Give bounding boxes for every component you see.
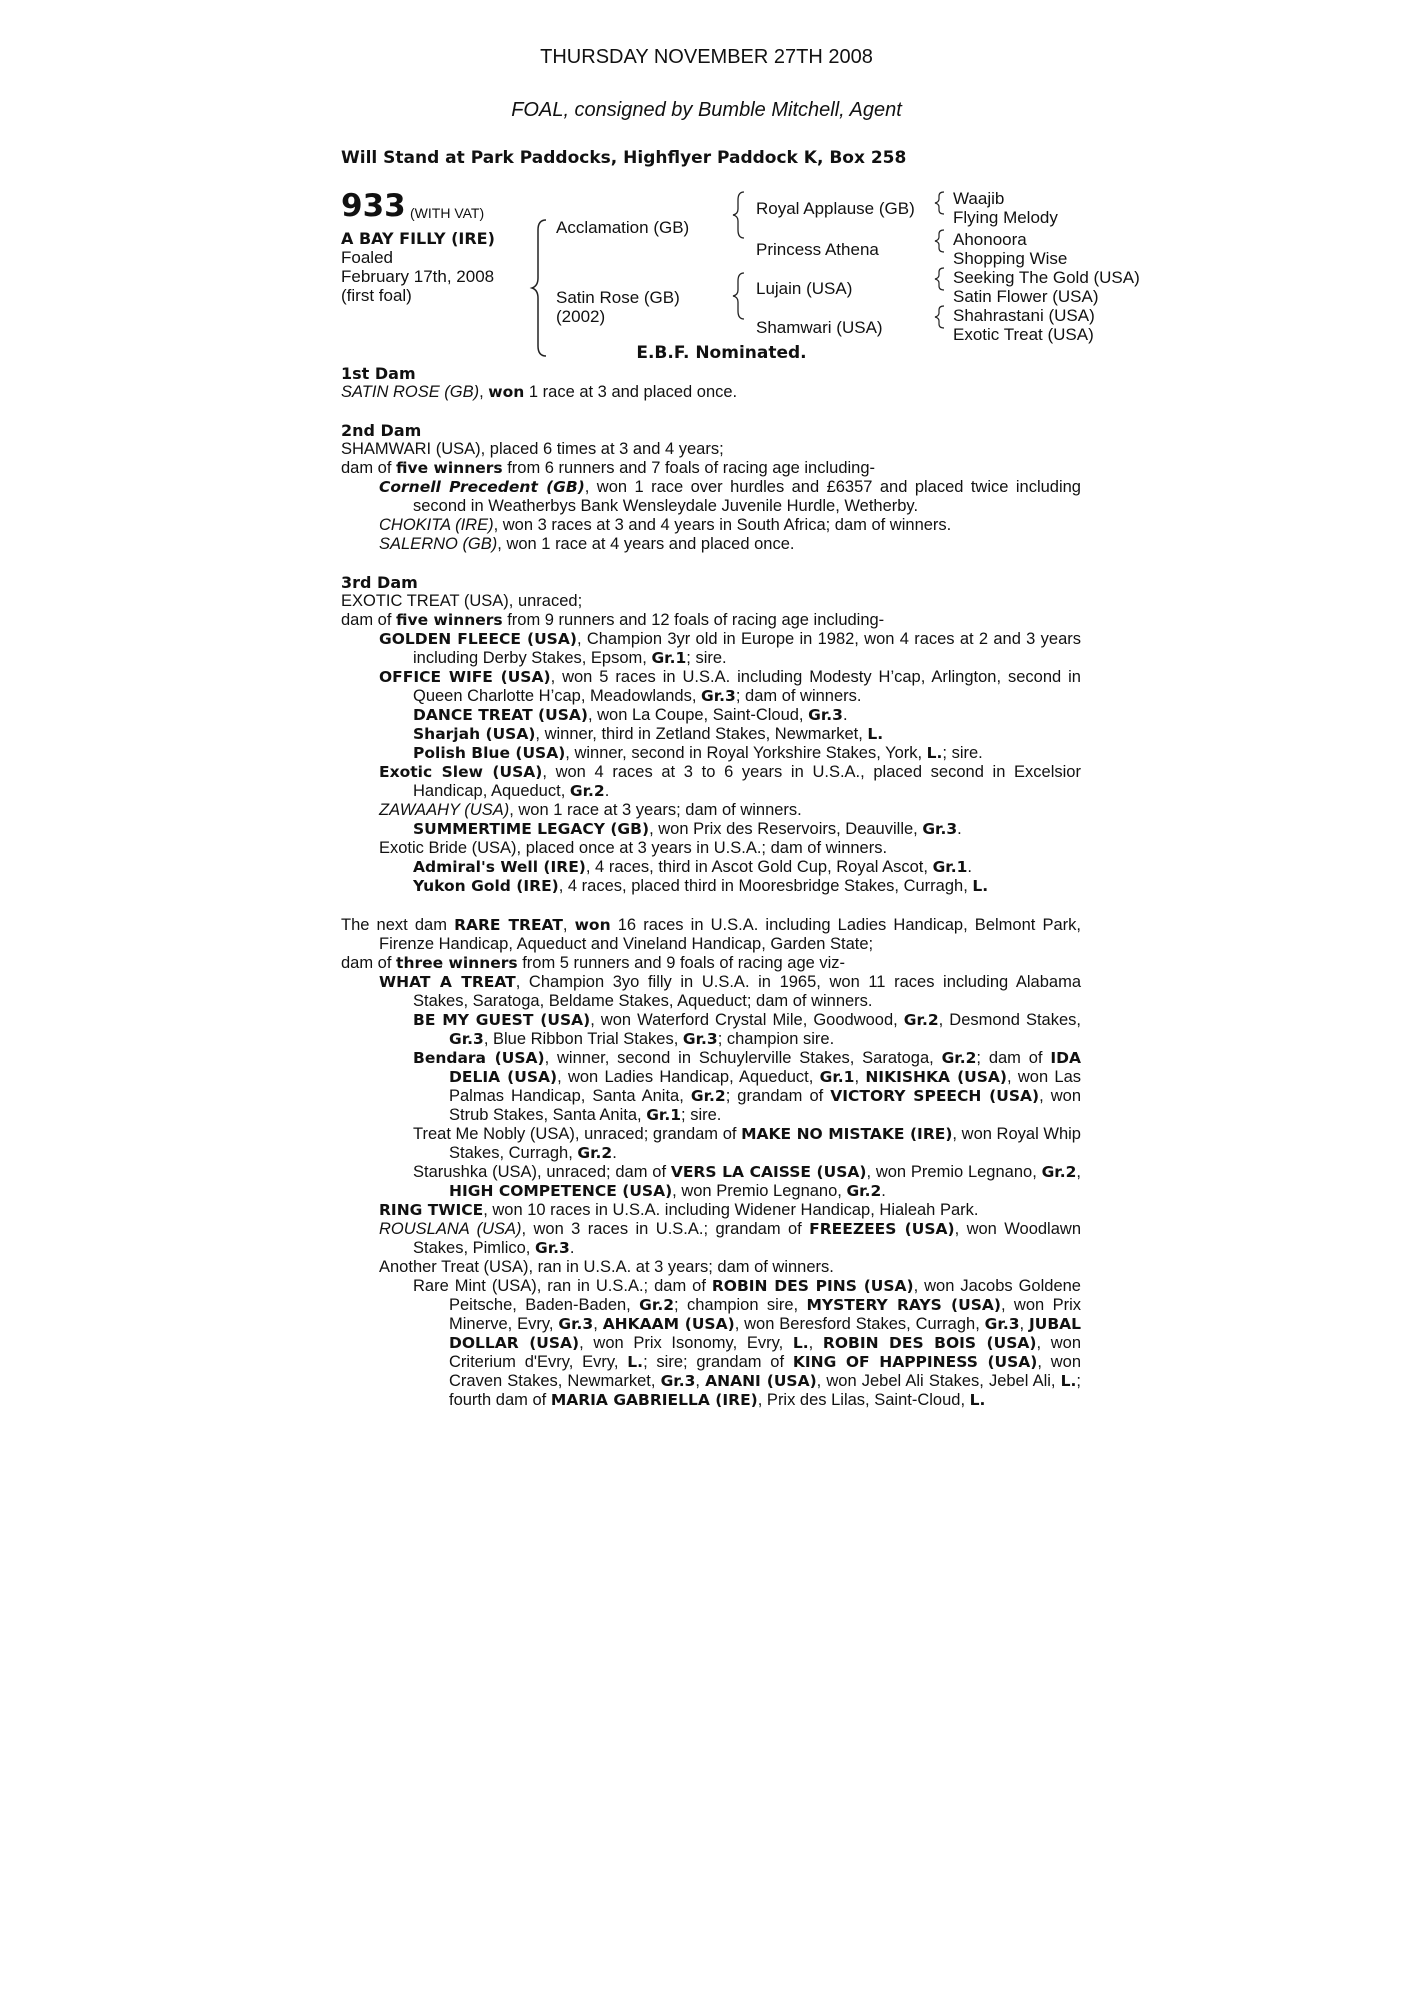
- dam: Satin Rose (GB): [556, 288, 680, 307]
- first-dam-line: SATIN ROSE (GB), won 1 race at 3 and placed once.: [341, 383, 738, 401]
- second-dam-line2: dam of five winners from 6 runners and 7 foals of racing age including-: [341, 459, 876, 477]
- gen3-4: Shopping Wise: [953, 249, 1068, 268]
- second-dam-heading: 2nd Dam: [341, 421, 422, 440]
- gen3-1: Waajib: [953, 189, 1005, 208]
- gen3-2: Flying Melody: [953, 208, 1058, 227]
- first-dam-heading: 1st Dam: [341, 364, 416, 383]
- second-dam-ped: Shamwari (USA): [756, 318, 883, 337]
- third-dam-line1: EXOTIC TREAT (USA), unraced;: [341, 592, 583, 610]
- lot-title: A BAY FILLY (IRE): [341, 229, 495, 248]
- second-dam-line1: SHAMWARI (USA), placed 6 times at 3 and 4 years;: [341, 440, 724, 458]
- lot-number: 933: [341, 188, 406, 224]
- list-item: DANCE TREAT (USA), won La Coupe, Saint-Cloud, Gr.3.: [413, 706, 848, 724]
- next-dam-section: [341, 916, 1081, 1410]
- third-dam-line2: dam of five winners from 9 runners and 12 foals of racing age including-: [341, 611, 885, 629]
- next-dam-dam-of: dam of three winners from 5 runners and 9 foals of racing age viz-: [341, 954, 846, 972]
- list-item: CHOKITA (IRE), won 3 races at 3 and 4 years in South Africa; dam of winners.: [379, 516, 952, 534]
- list-item: GOLDEN FLEECE (USA), Champion 3yr old in Europe in 1982, won 4 races at 2 and 3 years including Derby Stakes, Epsom, Gr.1; sire.: [379, 630, 1082, 667]
- list-item: Rare Mint (USA), ran in U.S.A.; dam of ROBIN DES PINS (USA), won Jacobs Goldene Peitsche, Baden-Baden, Gr.2; champion sire, MYSTERY RAYS (USA), won Prix Minerve, Evry, Gr.3, AHKAAM (USA), won Beresford Stakes, Curragh, Gr.3, JUBAL DOLLAR (USA), won Prix Isonomy, Evry, L., ROBIN DES BOIS (USA), won Criterium d'Evry, Evry, L.; sire; grandam of KING OF HAPPINESS (USA), won Craven Stakes, Newmarket, Gr.3, ANANI (USA), won Jebel Ali Stakes, Jebel Ali, L.; fourth dam of MARIA GABRIELLA (IRE), Prix des Lilas, Saint-Cloud, L.: [413, 1277, 1082, 1409]
- list-item: Exotic Bride (USA), placed once at 3 years in U.S.A.; dam of winners.: [379, 839, 888, 857]
- list-item: Yukon Gold (IRE), 4 races, placed third in Mooresbridge Stakes, Curragh, L.: [413, 877, 989, 895]
- list-item: Cornell Precedent (GB), won 1 race over hurdles and £6357 and placed twice including second in Weatherbys Bank Wensleydale Juvenile Hurdle, Wetherby.: [379, 478, 1081, 515]
- sale-date: THURSDAY NOVEMBER 27TH 2008: [540, 46, 873, 68]
- dam-year: (2002): [556, 307, 606, 326]
- foaled-date: February 17th, 2008: [341, 267, 495, 286]
- list-item: Starushka (USA), unraced; dam of VERS LA CAISSE (USA), won Premio Legnano, Gr.2, HIGH COMPETENCE (USA), won Premio Legnano, Gr.2.: [413, 1163, 1082, 1200]
- damsire: Lujain (USA): [756, 279, 853, 298]
- list-item: RING TWICE, won 10 races in U.S.A. including Widener Handicap, Hialeah Park.: [379, 1201, 979, 1219]
- second-dam-section: [341, 421, 1081, 554]
- list-item: Sharjah (USA), winner, third in Zetland Stakes, Newmarket, L.: [413, 725, 884, 743]
- list-item: SUMMERTIME LEGACY (GB), won Prix des Reservoirs, Deauville, Gr.3.: [413, 820, 962, 838]
- list-item: Polish Blue (USA), winner, second in Royal Yorkshire Stakes, York, L.; sire.: [413, 744, 983, 762]
- third-dam-section: [341, 573, 1081, 896]
- list-item: BE MY GUEST (USA), won Waterford Crystal Mile, Goodwood, Gr.2, Desmond Stakes, Gr.3, Blue Ribbon Trial Stakes, Gr.3; champion sire.: [413, 1011, 1081, 1048]
- list-item: Bendara (USA), winner, second in Schuylerville Stakes, Saratoga, Gr.2; dam of IDA DELIA (USA), won Ladies Handicap, Aqueduct, Gr.1, NIKISHKA (USA), won Las Palmas Handicap, Santa Anita, Gr.2; grandam of VICTORY SPEECH (USA), won Strub Stakes, Santa Anita, Gr.1; sire.: [413, 1049, 1081, 1124]
- list-item: Exotic Slew (USA), won 4 races at 3 to 6 years in U.S.A., placed second in Excelsior Handicap, Aqueduct, Gr.2.: [379, 763, 1081, 800]
- stand-location: Will Stand at Park Paddocks, Highflyer Paddock K, Box 258: [341, 148, 907, 168]
- gen3-7: Shahrastani (USA): [953, 306, 1095, 325]
- foaled-label: Foaled: [341, 248, 393, 267]
- list-item: ZAWAAHY (USA), won 1 race at 3 years; dam of winners.: [379, 801, 802, 819]
- gen3-8: Exotic Treat (USA): [953, 325, 1094, 344]
- list-item: ROUSLANA (USA), won 3 races in U.S.A.; grandam of FREEZEES (USA), won Woodlawn Stakes, Pimlico, Gr.3.: [379, 1220, 1081, 1257]
- consignment-line: FOAL, consigned by Bumble Mitchell, Agent: [511, 99, 902, 121]
- list-item: Another Treat (USA), ran in U.S.A. at 3 years; dam of winners.: [379, 1258, 834, 1276]
- list-item: WHAT A TREAT, Champion 3yo filly in U.S.A. in 1965, won 11 races including Alabama Stakes, Saratoga, Beldame Stakes, Aqueduct; dam of winners.: [379, 973, 1081, 1010]
- pedigree-braces: [0, 0, 1413, 400]
- next-dam-intro: The next dam RARE TREAT, won 16 races in U.S.A. including Ladies Handicap, Belmont Park, Firenze Handicap, Aqueduct and Vineland Handicap, Garden State;: [341, 916, 1081, 953]
- gen3-5: Seeking The Gold (USA): [953, 268, 1140, 287]
- vat-note: (WITH VAT): [410, 205, 485, 221]
- list-item: Treat Me Nobly (USA), unraced; grandam of MAKE NO MISTAKE (IRE), won Royal Whip Stakes, Curragh, Gr.2.: [413, 1125, 1081, 1162]
- granddam: Princess Athena: [756, 240, 879, 259]
- first-dam-section: [341, 364, 1081, 402]
- list-item: OFFICE WIFE (USA), won 5 races in U.S.A. including Modesty H’cap, Arlington, second in Queen Charlotte H’cap, Meadowlands, Gr.3; dam of winners.: [379, 668, 1081, 705]
- ebf-nominated: E.B.F. Nominated.: [636, 343, 807, 363]
- list-item: Admiral's Well (IRE), 4 races, third in Ascot Gold Cup, Royal Ascot, Gr.1.: [413, 858, 972, 876]
- gen3-3: Ahonoora: [953, 230, 1027, 249]
- grandsire: Royal Applause (GB): [756, 199, 915, 218]
- list-item: SALERNO (GB), won 1 race at 4 years and placed once.: [379, 535, 795, 553]
- foal-note: (first foal): [341, 286, 412, 305]
- sire: Acclamation (GB): [556, 218, 690, 237]
- gen3-6: Satin Flower (USA): [953, 287, 1099, 306]
- third-dam-heading: 3rd Dam: [341, 573, 418, 592]
